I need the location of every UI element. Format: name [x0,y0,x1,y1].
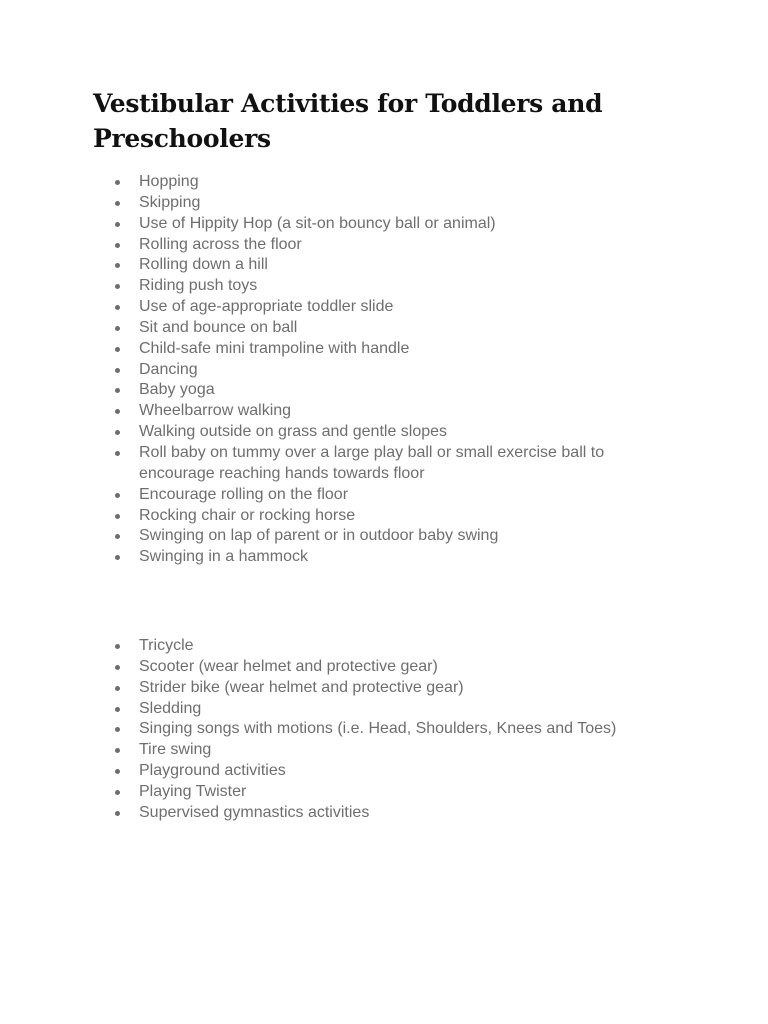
bullet-icon [115,811,120,816]
list-item-text: Walking outside on grass and gentle slopes [139,423,448,441]
list-item [0,193,639,214]
list-item [0,214,639,235]
list-item-text: Hopping [139,173,199,190]
bullet-icon [115,222,120,227]
bullet-icon [115,243,120,248]
list-item [0,803,639,824]
list-item-text: Scooter (wear helmet and protective gear) [139,657,438,675]
list-item-text: Use of age-appropriate toddler slide [139,298,394,316]
list-item-text: Playing Twister [139,782,247,800]
bullet-icon [115,493,120,498]
bullet-icon [115,555,120,560]
activity-list-secondary [0,636,639,824]
list-item [0,443,639,485]
bullet-icon [115,326,120,331]
list-item [0,339,639,360]
list-item [0,172,639,193]
list-item [0,380,639,401]
bullet-icon [115,263,120,268]
list-item-text: Use of Hippity Hop (a sit-on bouncy ball or animal) [139,214,496,232]
list-item [0,699,639,720]
list-item [0,360,639,381]
list-item-text: Rocking chair or rocking horse [139,506,356,524]
list-item-text: Child-safe mini trampoline with handle [139,339,410,357]
list-item-text: Roll baby on tummy over a large play ball or small exercise ball to encourage reaching hands towards floor [139,443,605,482]
list-item [0,740,639,761]
list-item-text: Singing songs with motions (i.e. Head, Shoulders, Knees and Toes) [139,720,617,738]
list-item-text: Tire swing [139,741,212,759]
list-item-text: Sit and bounce on ball [139,318,298,336]
bullet-icon [115,409,120,414]
bullet-icon [115,430,120,435]
activity-list-primary [0,172,639,568]
bullet-icon [115,451,120,456]
bullet-icon [115,305,120,310]
bullet-icon [115,790,120,795]
bullet-icon [115,180,120,185]
list-item-text: Dancing [139,360,198,378]
list-item-text: Rolling down a hill [139,256,268,274]
list-item-text: Skipping [139,193,201,211]
bullet-icon [115,727,120,732]
list-item [0,719,639,740]
list-item-text: Tricycle [139,637,194,654]
bullet-icon [115,514,120,519]
list-item [0,657,639,678]
list-item [0,782,639,803]
bullet-icon [115,347,120,352]
list-item-text: Playground activities [139,762,286,780]
bullet-icon [115,769,120,774]
bullet-icon [115,748,120,753]
list-item-text: Wheelbarrow walking [139,402,292,420]
list-item [0,297,639,318]
list-item-text: Rolling across the floor [139,235,302,253]
list-item-text: Riding push toys [139,277,258,295]
bullet-icon [115,201,120,206]
bullet-icon [115,644,120,649]
bullet-icon [115,534,120,539]
bullet-icon [115,388,120,393]
bullet-icon [115,707,120,712]
list-item [0,506,639,527]
list-item-text: Encourage rolling on the floor [139,485,349,503]
list-item-text: Supervised gymnastics activities [139,803,370,821]
list-item [0,255,639,276]
list-item-text: Swinging in a hammock [139,548,308,566]
list-item-text: Sledding [139,699,202,717]
page-title: Vestibular Activities for Toddlers and Preschoolers [93,89,603,153]
bullet-icon [115,284,120,289]
list-item [0,526,639,547]
list-item [0,547,639,568]
list-item-text: Strider bike (wear helmet and protective gear) [139,678,464,696]
list-item [0,276,639,297]
bullet-icon [115,665,120,670]
list-item [0,318,639,339]
list-item [0,761,639,782]
list-item [0,678,639,699]
list-item [0,422,639,443]
list-item-text: Baby yoga [139,381,215,399]
list-item [0,401,639,422]
list-item [0,485,639,506]
list-item [0,636,639,657]
bullet-icon [115,368,120,373]
list-item-text: Swinging on lap of parent or in outdoor baby swing [139,527,499,545]
bullet-icon [115,686,120,691]
list-item [0,235,639,256]
